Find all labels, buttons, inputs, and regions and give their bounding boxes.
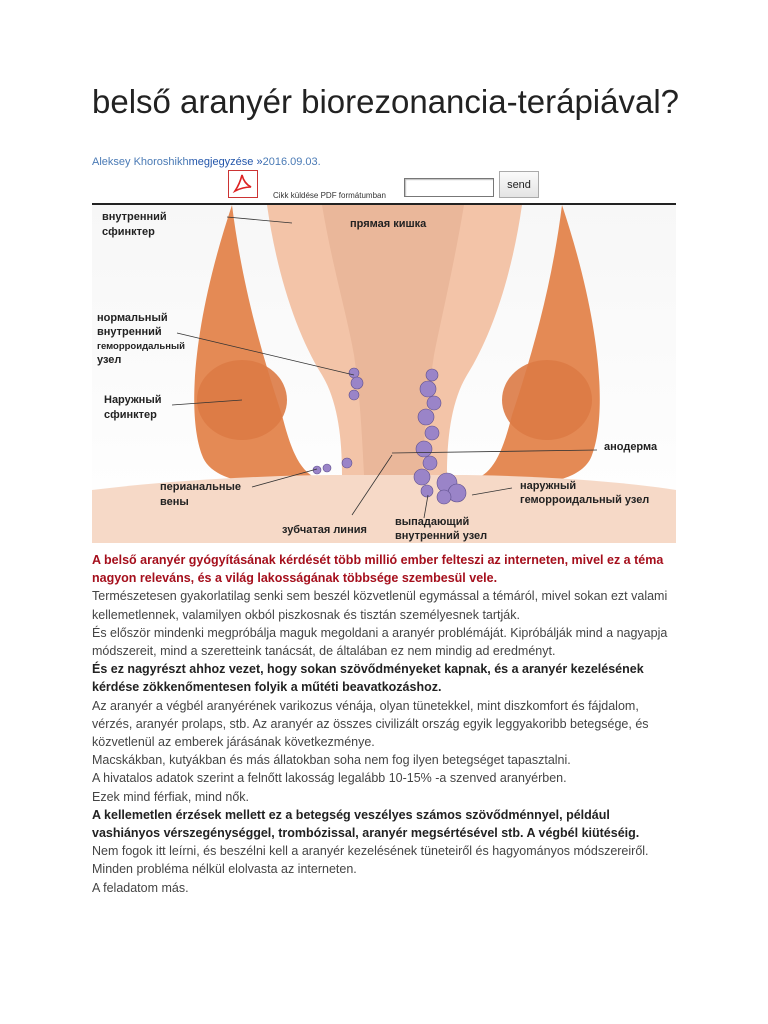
paragraph-bold: A kellemetlen érzések mellett ez a betegség veszélyes számos szövődménnyel, például vashiányos vérszegénységgel, trombózissal, aranyér megsértésével stb. A végbél kiütéséig. xyxy=(92,807,640,841)
label-rectum: прямая кишка xyxy=(350,218,427,230)
email-field[interactable] xyxy=(404,178,494,197)
paragraph: Természetesen gyakorlatilag senki sem beszél közvetlenül egymással a témáról, mivel sokan ezt valami kellemetlennek, valamilyen okból piszkosnak és tisztán személyesnek tartják. xyxy=(92,589,668,622)
send-button[interactable]: send xyxy=(499,171,539,198)
right-sphincter xyxy=(502,360,592,440)
label-perianal-veins: перианальные вены xyxy=(160,481,242,508)
label-anoderm: анодерма xyxy=(604,441,658,453)
article-meta xyxy=(92,156,321,168)
paragraph: A feladatom más. xyxy=(92,880,189,895)
label-external-sphincter: Наружный сфинктер xyxy=(104,394,162,421)
paragraph: És először mindenki megpróbálja maguk megoldani a aranyér problémáját. Kipróbálják mind a nagyapja módszereit, mind a szeretteink tanácsát, de általában ez nem mindig ad eredményt. xyxy=(92,625,668,659)
label-prolapsing-node: выпадающий внутренний узел xyxy=(395,516,488,542)
anatomy-diagram xyxy=(92,205,676,543)
paragraph: Macskákban, kutyákban és más állatokban soha nem fog ilyen betegséget tapasztalni. xyxy=(92,753,571,768)
comment-link[interactable]: megjegyzése » xyxy=(188,156,263,168)
label-external-node: наружный геморроидальный узел xyxy=(520,480,650,506)
paragraph: A hivatalos adatok szerint a felnőtt lakosság legalább 10-15% -a szenved aranyérben. xyxy=(92,771,567,786)
article-body xyxy=(92,551,676,897)
paragraph: Ezek mind férfiak, mind nők. xyxy=(92,789,250,804)
label-internal-sphincter: внутренний сфинктер xyxy=(102,211,167,238)
pdf-icon[interactable] xyxy=(228,170,258,198)
paragraph-lead: A belső aranyér gyógyításának kérdését több millió ember felteszi az interneten, mivel ez a téma nagyon releváns, és a világ lakosságának többsége szembesül vele. xyxy=(92,553,664,586)
pdf-glyph xyxy=(229,171,257,197)
paragraph: Nem fogok itt leírni, és beszélni kell a aranyér kezelésének tüneteiről és hagyományos módszereiről. Minden probléma nélkül elolvasta az interneten. xyxy=(92,844,649,877)
author-link[interactable]: Aleksey Khoroshikh xyxy=(92,156,189,168)
article-title: belső aranyér biorezonancia-terápiával? xyxy=(92,83,680,120)
paragraph-bold: És ez nagyrészt ahhoz vezet, hogy sokan szövődményeket kapnak, és a aranyér kezelésének kérdése zökkenőmentesen folyik a műtéti beavatkozáshoz. xyxy=(92,662,644,695)
pdf-export-label[interactable]: Cikk küldése PDF formátumban xyxy=(273,191,386,200)
post-date: 2016.09.03. xyxy=(262,156,321,168)
label-normal-internal-node: нормальный внутренний геморроидальный узел xyxy=(97,312,185,366)
label-dentate-line: зубчатая линия xyxy=(282,524,367,536)
paragraph: Az aranyér a végbél aranyérének varikozus vénája, olyan tünetekkel, mint diszkomfort és fájdalom, vérzés, aranyér prolaps, stb. Az aranyér az összes civilizált ország egyik leggyakoribb betegsége, és közvetlenül az emberek járásának következménye. xyxy=(92,698,649,750)
